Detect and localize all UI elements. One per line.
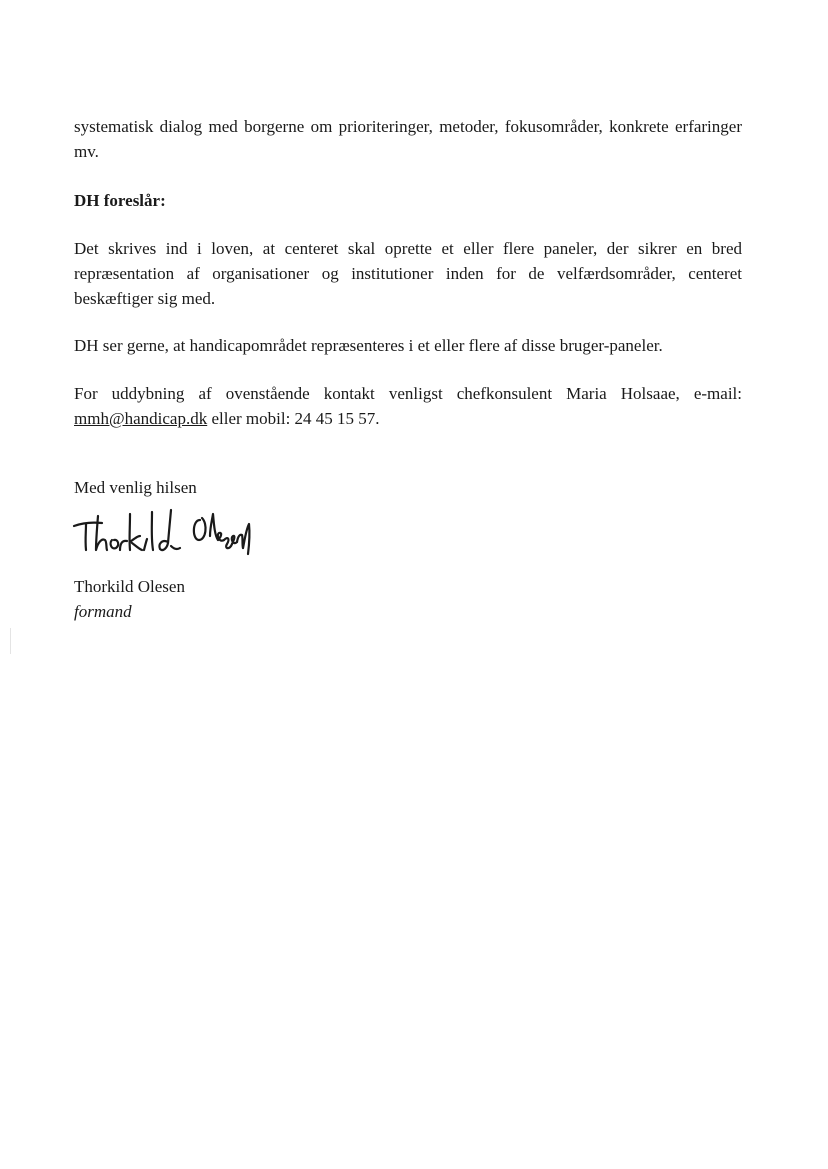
handwritten-signature [72, 506, 272, 558]
scan-artifact [10, 628, 11, 654]
handicap-paragraph: DH ser gerne, at handicapområdet repræsenteres i et eller flere af disse bruger-paneler. [74, 336, 663, 355]
letter-body [74, 114, 742, 624]
proposal-heading: DH foreslår: [74, 191, 166, 210]
proposal-paragraph: Det skrives ind i loven, at centeret skal oprette et eller flere paneler, der sikrer en bred repræsentation af organisationer og institutioner inden for de velfærdsområder, centeret beskæftiger sig med. [74, 239, 742, 308]
contact-text-before: For uddybning af ovenstående kontakt venligst chefkonsulent Maria Holsaae, e-mail: [74, 384, 742, 403]
email-link[interactable]: mmh@handicap.dk [74, 409, 208, 428]
intro-paragraph: systematisk dialog med borgerne om prioriteringer, metoder, fokusområder, konkrete erfaringer mv. [74, 117, 742, 161]
signer-title: formand [74, 602, 132, 621]
closing-salutation: Med venlig hilsen [74, 478, 197, 497]
contact-paragraph [74, 381, 742, 431]
contact-text-after: eller mobil: 24 45 15 57. [207, 409, 380, 428]
signer-name: Thorkild Olesen [74, 577, 185, 596]
